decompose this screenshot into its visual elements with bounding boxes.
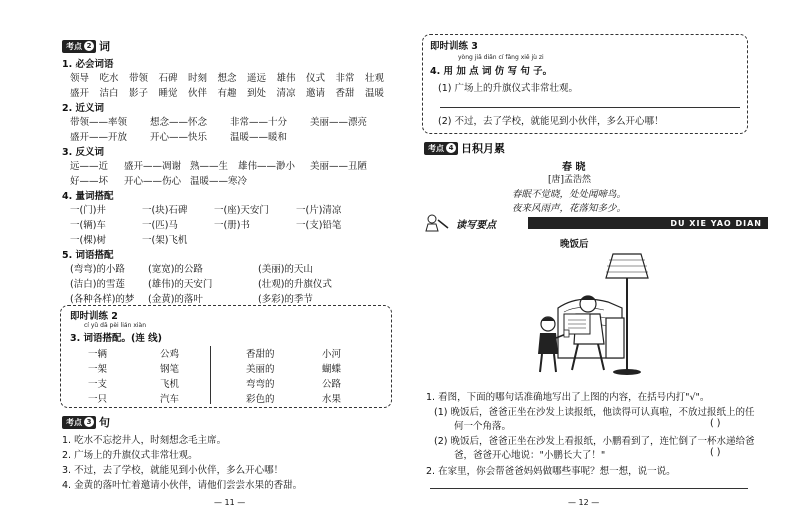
sentence-4: 4. 金黄的落叶忙着邀请小伙伴，请他们尝尝水果的香甜。: [62, 480, 303, 491]
match-item[interactable]: 公路: [322, 379, 342, 390]
word-item: 一(棵)树: [70, 235, 106, 246]
match-item[interactable]: 公鸡: [160, 349, 180, 360]
poem-author: [唐]孟浩然: [548, 175, 592, 185]
measure-words-row-2: [70, 217, 376, 231]
word-item: 一(辆)车: [70, 220, 106, 231]
reading-banner: [422, 214, 768, 232]
match-column-4: [322, 346, 341, 404]
collocation-title: 5. 词语搭配: [62, 250, 114, 261]
sentence-2: 2. 广场上的升旗仪式非常壮观。: [62, 450, 198, 461]
match-item[interactable]: 弯弯的: [246, 379, 275, 390]
word-item: 雄伟——渺小: [238, 161, 296, 172]
match-item[interactable]: 钢笔: [160, 364, 180, 375]
word-item: 非常: [335, 73, 355, 84]
word-item: 仪式: [306, 73, 326, 84]
practice-3-item-1: (1) 广场上的升旗仪式非常壮观。: [438, 83, 578, 94]
word-item: 吃水: [99, 73, 119, 84]
practice-3-pinyin: yòng jiā diǎn cí fǎng xiě jù zi: [458, 54, 544, 61]
section-badge: 考点 4: [424, 142, 458, 155]
option-1-line-1: (1) 晚饭后，爸爸正坐在沙发上读报纸，他读得可认真啦，不放过报纸上的任: [434, 407, 755, 418]
word-item: 洁白: [99, 88, 119, 99]
synonyms-title: 2. 近义词: [62, 103, 105, 114]
must-know-words-row-1: [70, 70, 395, 84]
banner-english: DU XIE YAO DIAN: [670, 218, 762, 228]
word-item: 带领: [129, 73, 149, 84]
section-3-header: [62, 414, 110, 430]
match-item[interactable]: 蝴蝶: [322, 364, 342, 375]
column-divider: [210, 346, 211, 404]
section-badge: 考点 2: [62, 40, 96, 53]
word-item: 清凉: [276, 88, 296, 99]
section-title: 词: [99, 40, 110, 53]
word-item: 开心——伤心: [124, 176, 182, 187]
match-item[interactable]: 小河: [322, 349, 342, 360]
question-2: 2. 在家里，你会帮爸爸妈妈做哪些事呢？想一想，说一说。: [426, 466, 676, 477]
measure-words-row-1: [70, 202, 376, 216]
match-item[interactable]: 水果: [322, 394, 342, 405]
match-item[interactable]: 彩色的: [246, 394, 275, 405]
word-item: 温暖——暖和: [230, 132, 288, 143]
synonyms-row-1: [70, 114, 390, 128]
sentence-3: 3. 不过，去了学校，就能见到小伙伴，多么开心哪！: [62, 465, 284, 476]
word-item: (多彩)的季节: [258, 294, 313, 305]
right-page: [400, 0, 800, 522]
measure-words-row-3: [70, 232, 214, 246]
word-item: 一(匹)马: [142, 220, 178, 231]
word-item: 一(架)飞机: [142, 235, 188, 246]
word-item: (金黄)的落叶: [148, 294, 203, 305]
word-item: 有趣: [217, 88, 237, 99]
reading-title: 晚饭后: [560, 239, 589, 250]
word-item: (洁白)的雪莲: [70, 279, 125, 290]
measure-words-title: 4. 量词搭配: [62, 191, 114, 202]
match-column-2: [160, 346, 179, 404]
word-item: 想念: [217, 73, 237, 84]
section-badge: 考点 3: [62, 416, 96, 429]
section-title: 句: [99, 416, 110, 429]
antonyms-row-1: [70, 158, 380, 172]
option-2-line-1: (2) 晚饭后，爸爸正坐在沙发上看报纸，小鹏看到了，连忙倒了一杯水递给爸: [434, 436, 755, 447]
section-4-header: [424, 140, 505, 156]
option-2-answer[interactable]: ( ): [710, 447, 721, 458]
antonyms-row-2: [70, 173, 262, 187]
option-1-line-2: 何一个角落。: [454, 421, 512, 432]
practice-2-question: 3. 词语搭配。(连 线): [70, 333, 163, 344]
word-item: (雄伟)的天安门: [148, 279, 213, 290]
word-item: (美丽)的天山: [258, 264, 313, 275]
word-item: (各种各样)的梦: [70, 294, 135, 305]
word-item: 邀请: [306, 88, 326, 99]
antonyms-title: 3. 反义词: [62, 147, 105, 158]
word-item: (弯弯)的小路: [70, 264, 125, 275]
option-2-line-2: 爸，爸爸开心地说："小鹏长大了！": [454, 450, 606, 461]
section-title: 日积月累: [461, 142, 505, 155]
word-item: 带领——率领: [70, 117, 128, 128]
match-item[interactable]: 飞机: [160, 379, 180, 390]
word-item: 美丽——丑陋: [310, 161, 368, 172]
match-item[interactable]: 一只: [88, 394, 108, 405]
answer-line-2[interactable]: [430, 488, 748, 489]
word-item: 好——坏: [70, 176, 109, 187]
word-item: 时刻: [188, 73, 208, 84]
word-item: 想念——怀念: [150, 117, 208, 128]
word-item: 远——近: [70, 161, 109, 172]
word-item: (宽宽)的公路: [148, 264, 203, 275]
sentence-1: 1. 吃水不忘挖井人，时刻想念毛主席。: [62, 435, 227, 446]
word-item: 一(片)清凉: [296, 205, 342, 216]
match-item[interactable]: 美丽的: [246, 364, 275, 375]
match-item[interactable]: 一支: [88, 379, 108, 390]
match-item[interactable]: 一辆: [88, 349, 108, 360]
must-know-words-title: 1. 必会词语: [62, 59, 114, 70]
collocation-row-3: [70, 291, 358, 305]
match-column-1: [88, 346, 107, 404]
word-item: 石碑: [158, 73, 178, 84]
poem-title: 春 晓: [562, 162, 586, 173]
poem-line-1: 春眠不觉晓，处处闻啼鸟。: [512, 189, 627, 200]
word-item: 一(门)井: [70, 205, 106, 216]
page-number: — 12 —: [568, 498, 600, 507]
word-item: 盛开——开放: [70, 132, 128, 143]
match-item[interactable]: 香甜的: [246, 349, 275, 360]
practice-3-item-2: (2) 不过，去了学校，就能见到小伙伴，多么开心哪！: [438, 116, 664, 127]
word-item: 睡觉: [158, 88, 178, 99]
practice-3-question: 4. 用 加 点 词 仿 写 句 子。: [430, 66, 553, 77]
word-item: 美丽——漂亮: [310, 117, 368, 128]
answer-line-1[interactable]: [440, 107, 740, 108]
banner-label: 读写要点: [456, 219, 496, 231]
synonyms-row-2: [70, 129, 310, 143]
collocation-row-1: [70, 261, 358, 275]
question-1: 1. 看图，下面的哪句话准确地写出了上图的内容，在括号内打"√"。: [426, 392, 710, 403]
word-item: 温暖: [365, 88, 385, 99]
word-item: 伙伴: [188, 88, 208, 99]
word-item: 壮观: [365, 73, 385, 84]
word-item: 开心——快乐: [150, 132, 208, 143]
word-item: 一(册)书: [214, 220, 250, 231]
page-number: — 11 —: [214, 498, 246, 507]
word-item: 到处: [247, 88, 267, 99]
word-item: 遥远: [247, 73, 267, 84]
father-son-illustration: [518, 248, 668, 378]
practice-3-title: 即时训练 3: [430, 41, 478, 52]
word-item: 盛开——凋谢: [124, 161, 182, 172]
word-item: 熟——生: [190, 161, 229, 172]
pencil-person-icon: [422, 214, 452, 232]
word-item: 一(座)天安门: [214, 205, 269, 216]
word-item: 领导: [70, 73, 90, 84]
option-1-answer[interactable]: ( ): [710, 418, 721, 429]
word-item: 影子: [129, 88, 149, 99]
practice-2-pinyin: cí yǔ dā pèi lián xiàn: [84, 322, 147, 329]
match-item[interactable]: 一架: [88, 364, 108, 375]
word-item: 一(块)石碑: [142, 205, 188, 216]
word-item: 雄伟: [276, 73, 296, 84]
word-item: 香甜: [335, 88, 355, 99]
match-item[interactable]: 汽车: [160, 394, 180, 405]
collocation-row-2: [70, 276, 358, 290]
banner-bar: [528, 217, 768, 229]
word-item: 温暖——寒冷: [190, 176, 248, 187]
must-know-words-row-2: [70, 85, 395, 99]
practice-2-title: 即时训练 2: [70, 311, 118, 322]
word-item: 非常——十分: [230, 117, 288, 128]
word-item: 盛开: [70, 88, 90, 99]
poem-line-2: 夜来风雨声，花落知多少。: [512, 203, 627, 214]
match-column-3: [246, 346, 275, 404]
word-item: (壮观)的升旗仪式: [258, 279, 332, 290]
section-2-header: [62, 38, 110, 54]
word-item: 一(支)铅笔: [296, 220, 342, 231]
